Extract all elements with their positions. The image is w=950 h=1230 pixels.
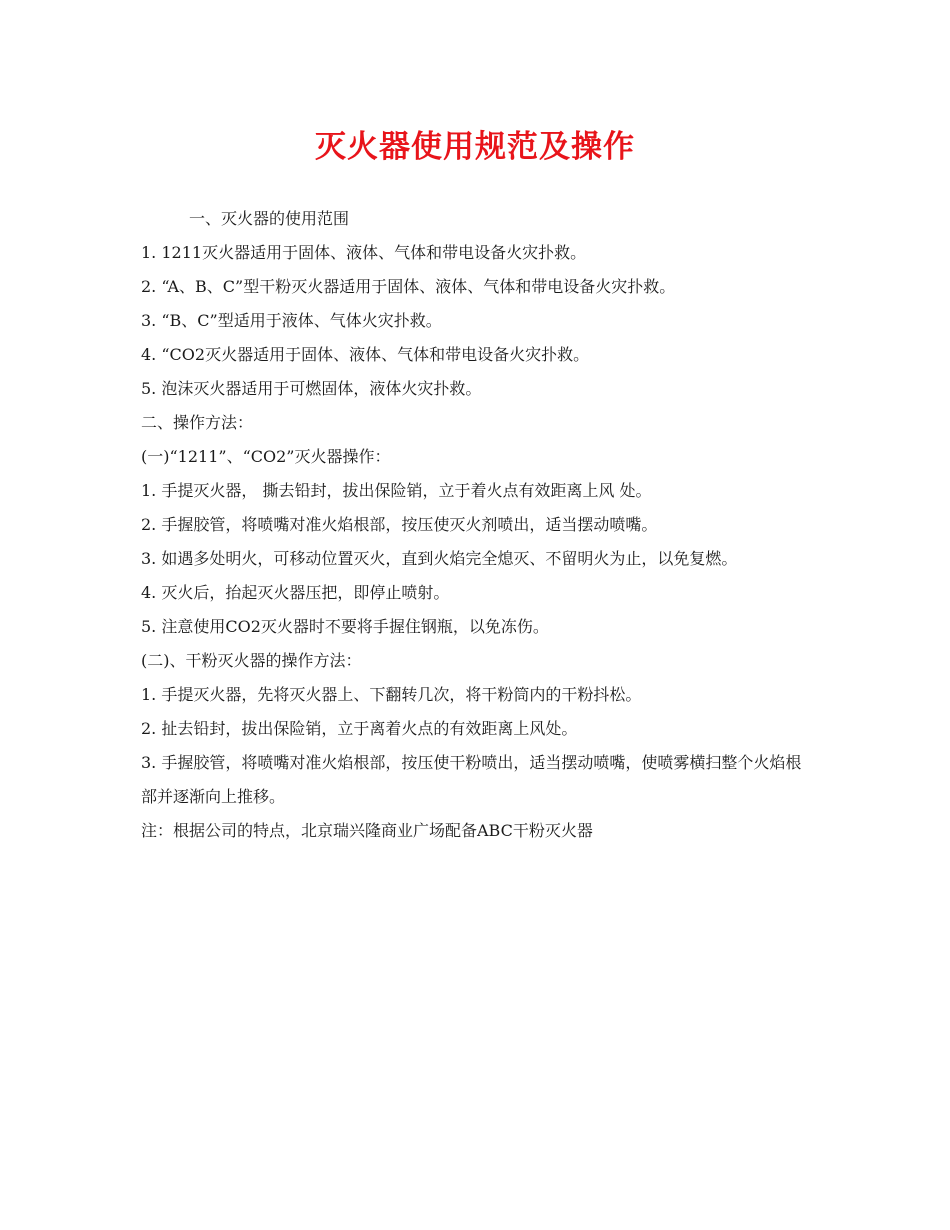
list-item: 2. 手握胶管，将喷嘴对准火焰根部，按压使灭火剂喷出，适当摆动喷嘴。 — [141, 515, 658, 534]
list-item: 4. 灭火后，抬起灭火器压把，即停止喷射。 — [141, 583, 450, 602]
subsection-heading-dry-powder: (二)、干粉灭火器的操作方法： — [141, 651, 362, 670]
list-item: 3. 手握胶管，将喷嘴对准火焰根部，按压使干粉喷出，适当摆动喷嘴，使喷雾横扫整个火焰根部并逐渐向上推移。 — [141, 753, 802, 806]
section-heading-operation: 二、操作方法： — [141, 413, 254, 432]
list-item: 5. 注意使用CO2灭火器时不要将手握住钢瓶，以免冻伤。 — [141, 617, 549, 636]
note: 注：根据公司的特点，北京瑞兴隆商业广场配备ABC干粉灭火器 — [141, 821, 593, 840]
list-item: 4. “CO2灭火器适用于固体、液体、气体和带电设备火灾扑救。 — [141, 345, 590, 364]
subsection-heading-1211-co2: (一)“1211”、“CO2”灭火器操作： — [141, 447, 391, 466]
document-body — [141, 202, 813, 848]
list-item: 1. 手提灭火器，先将灭火器上、下翻转几次，将干粉筒内的干粉抖松。 — [141, 685, 642, 704]
list-item: 2. “A、B、C”型干粉灭火器适用于固体、液体、气体和带电设备火灾扑救。 — [141, 277, 676, 296]
list-item: 1. 手提灭火器， 撕去铅封，拔出保险销，立于着火点有效距离上风 处。 — [141, 481, 652, 500]
list-item: 3. 如遇多处明火，可移动位置灭火，直到火焰完全熄灭、不留明火为止，以免复燃。 — [141, 549, 738, 568]
section-heading-usage-scope: 一、灭火器的使用范围 — [189, 209, 350, 228]
list-item: 1. 1211灭火器适用于固体、液体、气体和带电设备火灾扑救。 — [141, 243, 587, 262]
list-item: 5. 泡沫灭火器适用于可燃固体，液体火灾扑救。 — [141, 379, 482, 398]
list-item: 3. “B、C”型适用于液体、气体火灾扑救。 — [141, 311, 442, 330]
document-title: 灭火器使用规范及操作 — [315, 129, 635, 165]
list-item: 2. 扯去铅封，拔出保险销，立于离着火点的有效距离上风处。 — [141, 719, 578, 738]
